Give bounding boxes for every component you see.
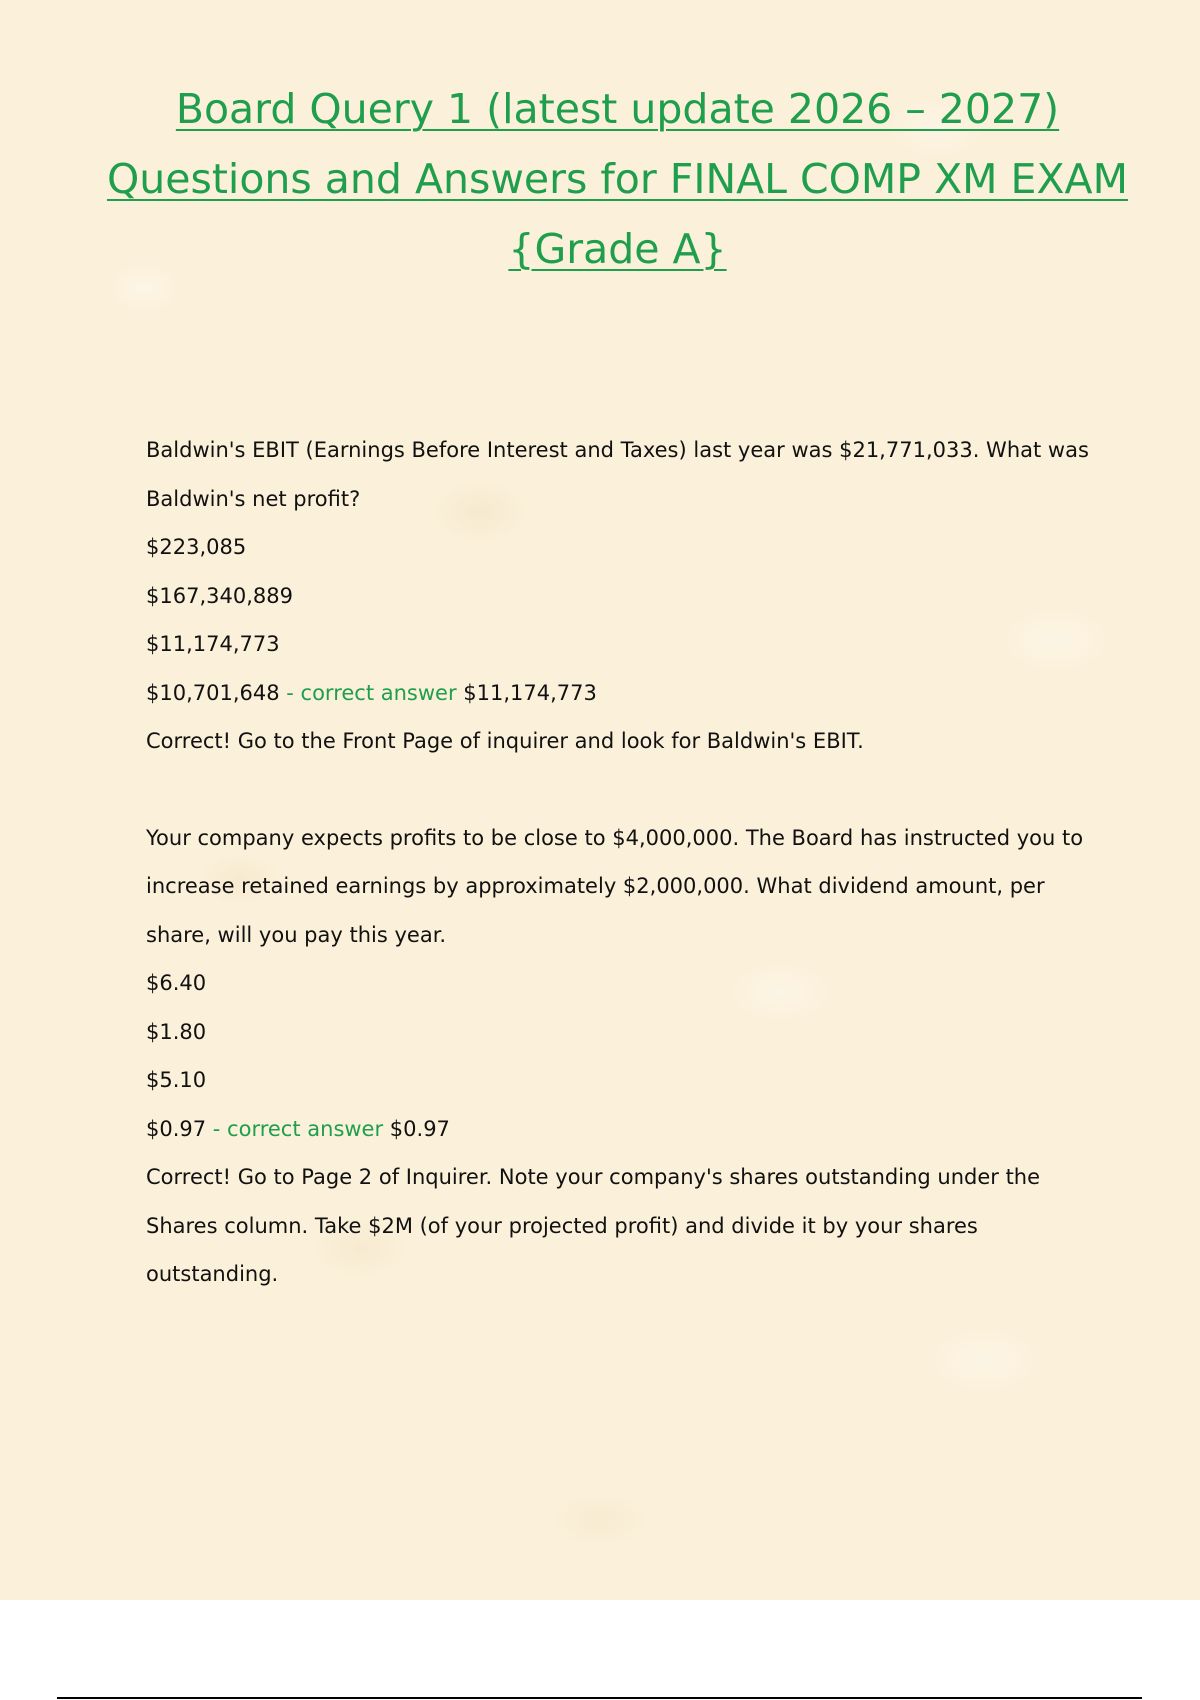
correct-answer-value: $11,174,773: [463, 680, 597, 705]
answer-option: $223,085: [146, 535, 247, 559]
answer-option: $0.97: [146, 1116, 207, 1141]
answer-explanation: Correct! Go to Page 2 of Inquirer. Note your company's shares outstanding under the Shares column. Take $2M (of your projected profit) and divide it by your shares outstanding.: [146, 1165, 1041, 1286]
answer-explanation: Correct! Go to the Front Page of inquirer and look for Baldwin's EBIT.: [146, 729, 864, 753]
question-text: Your company expects profits to be close to $4,000,000. The Board has instructed you to increase retained earnings by approximately $2,000,000. What dividend amount, per share, will you pay this year.: [146, 825, 1084, 947]
question-text: Baldwin's EBIT (Earnings Before Interest and Taxes) last year was $21,771,033. What was Baldwin's net profit?: [146, 438, 1089, 511]
qa-content: [146, 426, 1106, 1299]
question-block-2: [146, 814, 1106, 1299]
answer-option-with-key: [146, 1105, 1106, 1154]
answer-option: $10,701,648: [146, 680, 280, 705]
answer-option: $11,174,773: [146, 632, 280, 656]
correct-answer-marker: - correct answer: [279, 680, 464, 705]
answer-option: $5.10: [146, 1068, 207, 1092]
answer-option: $167,340,889: [146, 583, 293, 608]
correct-answer-marker: - correct answer: [206, 1116, 390, 1141]
correct-answer-value: $0.97: [389, 1116, 450, 1141]
answer-option-with-key: [146, 669, 1106, 718]
document-title: Board Query 1 (latest update 2026 – 2027) Questions and Answers for FINAL COMP XM EXAM {Grade A}: [107, 85, 1128, 273]
question-block-1: [146, 426, 1106, 766]
footer-divider: [57, 1697, 1142, 1699]
answer-option: $6.40: [146, 971, 207, 995]
answer-option: $1.80: [146, 1019, 207, 1044]
